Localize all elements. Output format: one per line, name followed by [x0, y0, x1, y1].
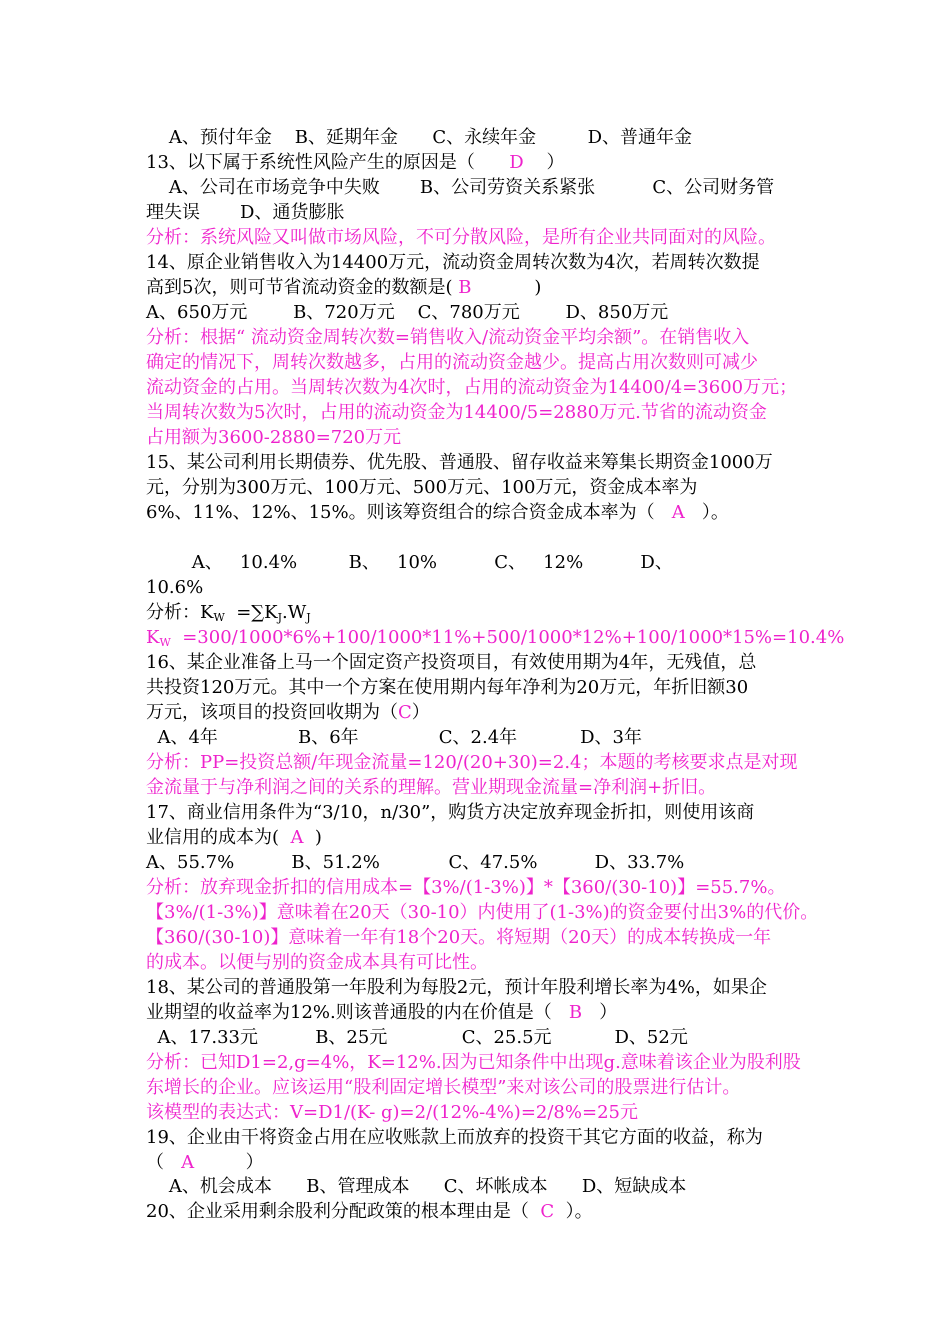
formula-part: K: [146, 627, 160, 648]
analysis-text: 确定的情况下，周转次数越多，占用的流动资金越少。提高占用次数则可减少: [146, 352, 758, 373]
line-text: 共投资120万元。其中一个方案在使用期内每年净利为20万元，年折旧额30: [146, 677, 749, 698]
analysis-text: 流动资金的占用。当周转次数为4次时，占用的流动资金为14400/4=3600万元；: [146, 377, 798, 398]
text-line: [0, 551, 950, 575]
question-text: 13、以下属于系统性风险产生的原因是（: [146, 152, 510, 173]
line-text: A、4年 B、6年 C、2.4年 D、3年: [146, 727, 643, 748]
formula-part: .W: [282, 602, 307, 623]
question-line: [0, 276, 950, 300]
formula-part: =300/1000*6%+100/1000*11%+500/1000*12%+100/1000*15%=10.4%: [170, 627, 845, 648]
answer-choice: A: [181, 1152, 195, 1173]
line-text: A、650万元 B、720万元 C、780万元 D、850万元: [146, 302, 669, 323]
analysis-line: [0, 776, 950, 800]
question-text: 高到5次，则可节省流动资金的数额是(: [146, 277, 459, 298]
text-line: [0, 801, 950, 825]
text-line: [0, 126, 950, 150]
formula-colored: [146, 627, 844, 648]
analysis-line: [0, 401, 950, 425]
analysis-text: 分析：PP=投资总额/年现金流量=120/(20+30)=2.4；本题的考核要求点是对现: [146, 752, 798, 773]
text-line: [0, 201, 950, 225]
analysis-line: [0, 876, 950, 900]
question-text: 20、企业采用剩余股利分配政策的根本理由是（: [146, 1201, 541, 1222]
line-text: 元，分别为300万元、100万元、500万元、100万元，资金成本率为: [146, 477, 698, 498]
analysis-line: [0, 1051, 950, 1075]
line-text: 17、商业信用条件为“3/10，n/30”，购货方决定放弃现金折扣，则使用该商: [146, 802, 755, 823]
text-line: [0, 176, 950, 200]
analysis-line: [0, 1076, 950, 1100]
line-text: A、机会成本 B、管理成本 C、坏帐成本 D、短缺成本: [146, 1176, 687, 1197]
answer-choice: D: [509, 152, 524, 173]
formula-subscript: J: [306, 611, 311, 624]
answer-choice: A: [290, 827, 304, 848]
analysis-text: 分析：已知D1=2,g=4%，K=12%.因为已知条件中出现g.意味着该企业为股利股: [146, 1052, 801, 1073]
line-text: A、55.7% B、51.2% C、47.5% D、33.7%: [146, 852, 685, 873]
analysis-text: 该模型的表达式：V=D1/(K- g)=2/(12%-4%)=2/8%=25元: [146, 1102, 638, 1123]
analysis-text: 占用额为3600-2880=720万元: [146, 427, 402, 448]
analysis-line: [0, 1101, 950, 1125]
analysis-line: [0, 951, 950, 975]
analysis-line: [0, 351, 950, 375]
text-line: [0, 576, 950, 600]
text-line: [0, 1126, 950, 1150]
question-text: 业信用的成本为(: [146, 827, 291, 848]
formula-part: =∑K: [224, 602, 278, 623]
line-text: 19、企业由干将资金占用在应收账款上而放弃的投资干其它方面的收益，称为: [146, 1127, 763, 1148]
text-line: [0, 476, 950, 500]
question-text-end: ): [471, 277, 542, 298]
line-text: 18、某公司的普通股第一年股利为每股2元，预计年股利增长率为4%，如果企: [146, 977, 767, 998]
question-line: [0, 1001, 950, 1025]
analysis-text: 分析：根据“ 流动资金周转次数=销售收入/流动资金平均余额”。在销售收入: [146, 327, 750, 348]
formula-line: [0, 626, 950, 650]
answer-choice: C: [540, 1201, 555, 1222]
analysis-text: 【360/(30-10)】意味着一年有18个20天。将短期（20天）的成本转换成一年: [146, 927, 772, 948]
question-text-end: ）: [411, 702, 430, 723]
question-text-end: ）。: [554, 1201, 593, 1222]
formula-subscript: J: [277, 611, 283, 624]
question-line: [0, 501, 950, 525]
line-text: A、公司在市场竞争中失败 B、公司劳资关系紧张 C、公司财务管: [146, 177, 775, 198]
answer-choice: B: [458, 277, 472, 298]
analysis-line: [0, 426, 950, 450]
analysis-text: 的成本。以便与别的资金成本具有可比性。: [146, 952, 488, 973]
analysis-line: [0, 376, 950, 400]
analysis-line: [0, 751, 950, 775]
question-text-end: ): [303, 827, 322, 848]
question-text: 万元，该项目的投资回收期为（: [146, 702, 398, 723]
formula-subscript: W: [213, 611, 225, 624]
question-text: （: [146, 1152, 182, 1173]
question-text-end: ）: [194, 1152, 264, 1173]
text-line: [0, 651, 950, 675]
question-text-end: ）: [523, 152, 565, 173]
analysis-text: 东增长的企业。应该运用“股利固定增长模型”来对该公司的股票进行估计。: [146, 1077, 741, 1098]
text-line: [0, 726, 950, 750]
text-line: [0, 851, 950, 875]
question-text-end: ）。: [684, 502, 729, 523]
answer-choice: A: [671, 502, 685, 523]
analysis-line: [0, 926, 950, 950]
analysis-text: 【3%/(1-3%)】意味着在20天（30-10）内使用了(1-3%)的资金要付出3%的代价。: [146, 902, 819, 923]
answer-choice: B: [568, 1002, 583, 1023]
analysis-text: 当周转次数为5次时，占用的流动资金为14400/5=2880万元.节省的流动资金: [146, 402, 767, 423]
text-line: [0, 976, 950, 1000]
text-line: [0, 1175, 950, 1199]
question-line: [0, 1200, 950, 1224]
text-line: [0, 251, 950, 275]
line-text: A、预付年金 B、延期年金 C、永续年金 D、普通年金: [146, 127, 693, 148]
analysis-line: [0, 901, 950, 925]
question-line: [0, 826, 950, 850]
analysis-line: [0, 226, 950, 250]
line-text: 10.6%: [146, 577, 204, 598]
analysis-text: 分析：系统风险又叫做市场风险，不可分散风险，是所有企业共同面对的风险。: [146, 227, 776, 248]
line-text: A、 10.4% B、 10% C、 12% D、: [146, 552, 673, 573]
text-line: [0, 676, 950, 700]
question-text: 6%、11%、12%、15%。则该筹资组合的综合资金成本率为（: [146, 502, 672, 523]
formula-line: [0, 601, 950, 625]
line-text: A、17.33元 B、25元 C、25.5元 D、52元: [146, 1027, 688, 1048]
line-text: 16、某企业准备上马一个固定资产投资项目，有效使用期为4年，无残值，总: [146, 652, 757, 673]
analysis-text: 金流量于与净利润之间的关系的理解。营业期现金流量=净利润+折旧。: [146, 777, 717, 798]
text-line: [0, 301, 950, 325]
analysis-line: [0, 326, 950, 350]
formula-subscript: W: [159, 636, 171, 649]
question-line: [0, 1151, 950, 1175]
formula-part: 分析：K: [146, 602, 214, 623]
question-line: [0, 701, 950, 725]
question-text: 业期望的收益率为12%.则该普通股的内在价值是（: [146, 1002, 569, 1023]
line-text: 15、某公司利用长期债券、优先股、普通股、留存收益来筹集长期资金1000万: [146, 452, 773, 473]
text-line: [0, 451, 950, 475]
question-line: [0, 151, 950, 175]
text-line: [0, 1026, 950, 1050]
analysis-text: 分析：放弃现金折扣的信用成本=【3%/(1-3%)】*【360/(30-10)】=55.7%。: [146, 877, 786, 898]
line-text: 14、原企业销售收入为14400万元，流动资金周转次数为4次，若周转次数提: [146, 252, 760, 273]
answer-choice: C: [398, 702, 412, 723]
line-text: 理失误 D、通货膨胀: [146, 202, 345, 223]
question-text-end: ）: [582, 1002, 618, 1023]
